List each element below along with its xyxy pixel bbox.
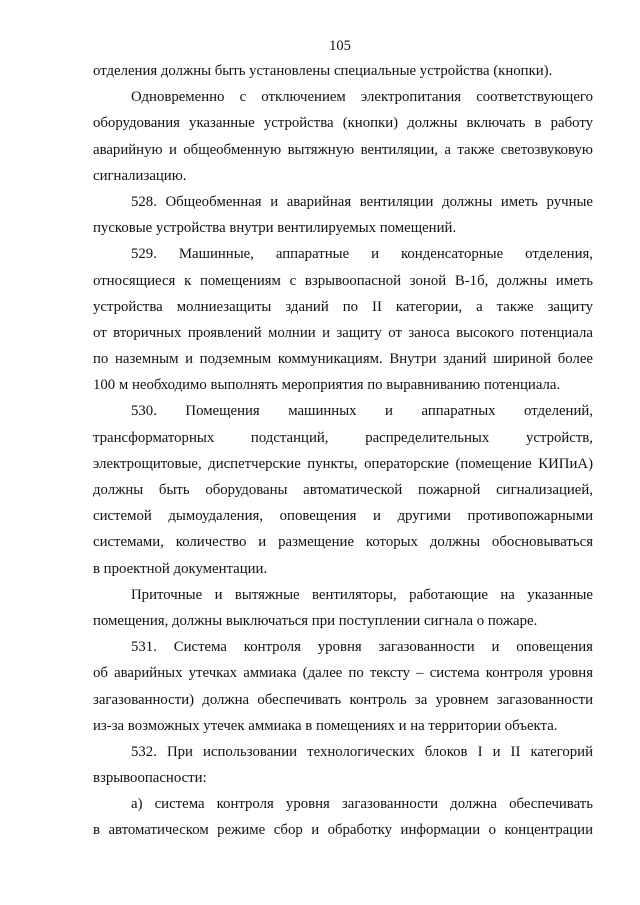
text-line: об аварийных утечках аммиака (далее по тексту – система контроля уровня	[93, 665, 593, 682]
text-line: от вторичных проявлений молнии и защиту от заноса высокого потенциала	[93, 324, 593, 341]
text-line: отделения должны быть установлены специальные устройства (кнопки).	[93, 63, 553, 79]
text-line: 530. Помещения машинных и аппаратных отделений,	[131, 403, 593, 420]
text-line: в проектной документации.	[93, 560, 268, 577]
document-body	[93, 58, 593, 844]
text-line: трансформаторных подстанций, распределительных устройств,	[93, 429, 593, 446]
text-line: 531. Система контроля уровня загазованности и оповещения	[131, 639, 593, 656]
text-line: Приточные и вытяжные вентиляторы, работающие на указанные	[131, 586, 593, 603]
text-line: загазованности) должна обеспечивать контроль за уровнем загазованности	[93, 691, 593, 708]
page-number: 105	[329, 38, 351, 54]
text-line: оборудования указанные устройства (кнопки) должны включать в работу	[93, 115, 593, 132]
text-line: из-за возможных утечек аммиака в помещениях и на территории объекта.	[93, 717, 558, 734]
text-line: в автоматическом режиме сбор и обработку информации о концентрации	[93, 822, 593, 839]
text-line: 529. Машинные, аппаратные и конденсаторные отделения,	[131, 246, 593, 263]
text-line: устройства молниезащиты зданий по II категории, а также защиту	[93, 298, 593, 315]
text-line: пусковые устройства внутри вентилируемых помещений.	[93, 220, 457, 237]
text-line: системой дымоудаления, оповещения и другими противопожарными	[93, 508, 593, 525]
text-line: 532. При использовании технологических блоков I и II категорий	[131, 743, 593, 760]
text-line: а) система контроля уровня загазованности должна обеспечивать	[131, 796, 593, 813]
text-line: сигнализацию.	[93, 167, 187, 184]
text-line: относящиеся к помещениям с взрывоопасной зоной В-1б, должны иметь	[93, 272, 593, 289]
text-line: системами, количество и размещение которых должны обосновываться	[93, 534, 593, 551]
text-line: по наземным и подземным коммуникациям. Внутри зданий шириной более	[93, 351, 593, 368]
text-line: аварийную и общеобменную вытяжную вентиляции, а также светозвуковую	[93, 141, 593, 158]
text-line: должны быть оборудованы автоматической пожарной сигнализацией,	[93, 482, 593, 498]
text-line: взрывоопасности:	[93, 770, 207, 787]
text-line: электрощитовые, диспетчерские пункты, операторские (помещение КИПиА)	[93, 455, 593, 472]
text-line: 100 м необходимо выполнять мероприятия по выравниванию потенциала.	[93, 377, 561, 394]
text-line: Одновременно с отключением электропитания соответствующего	[131, 89, 593, 106]
text-line: 528. Общеобменная и аварийная вентиляции должны иметь ручные	[131, 193, 593, 210]
text-line: помещения, должны выключаться при поступлении сигнала о пожаре.	[93, 612, 538, 629]
